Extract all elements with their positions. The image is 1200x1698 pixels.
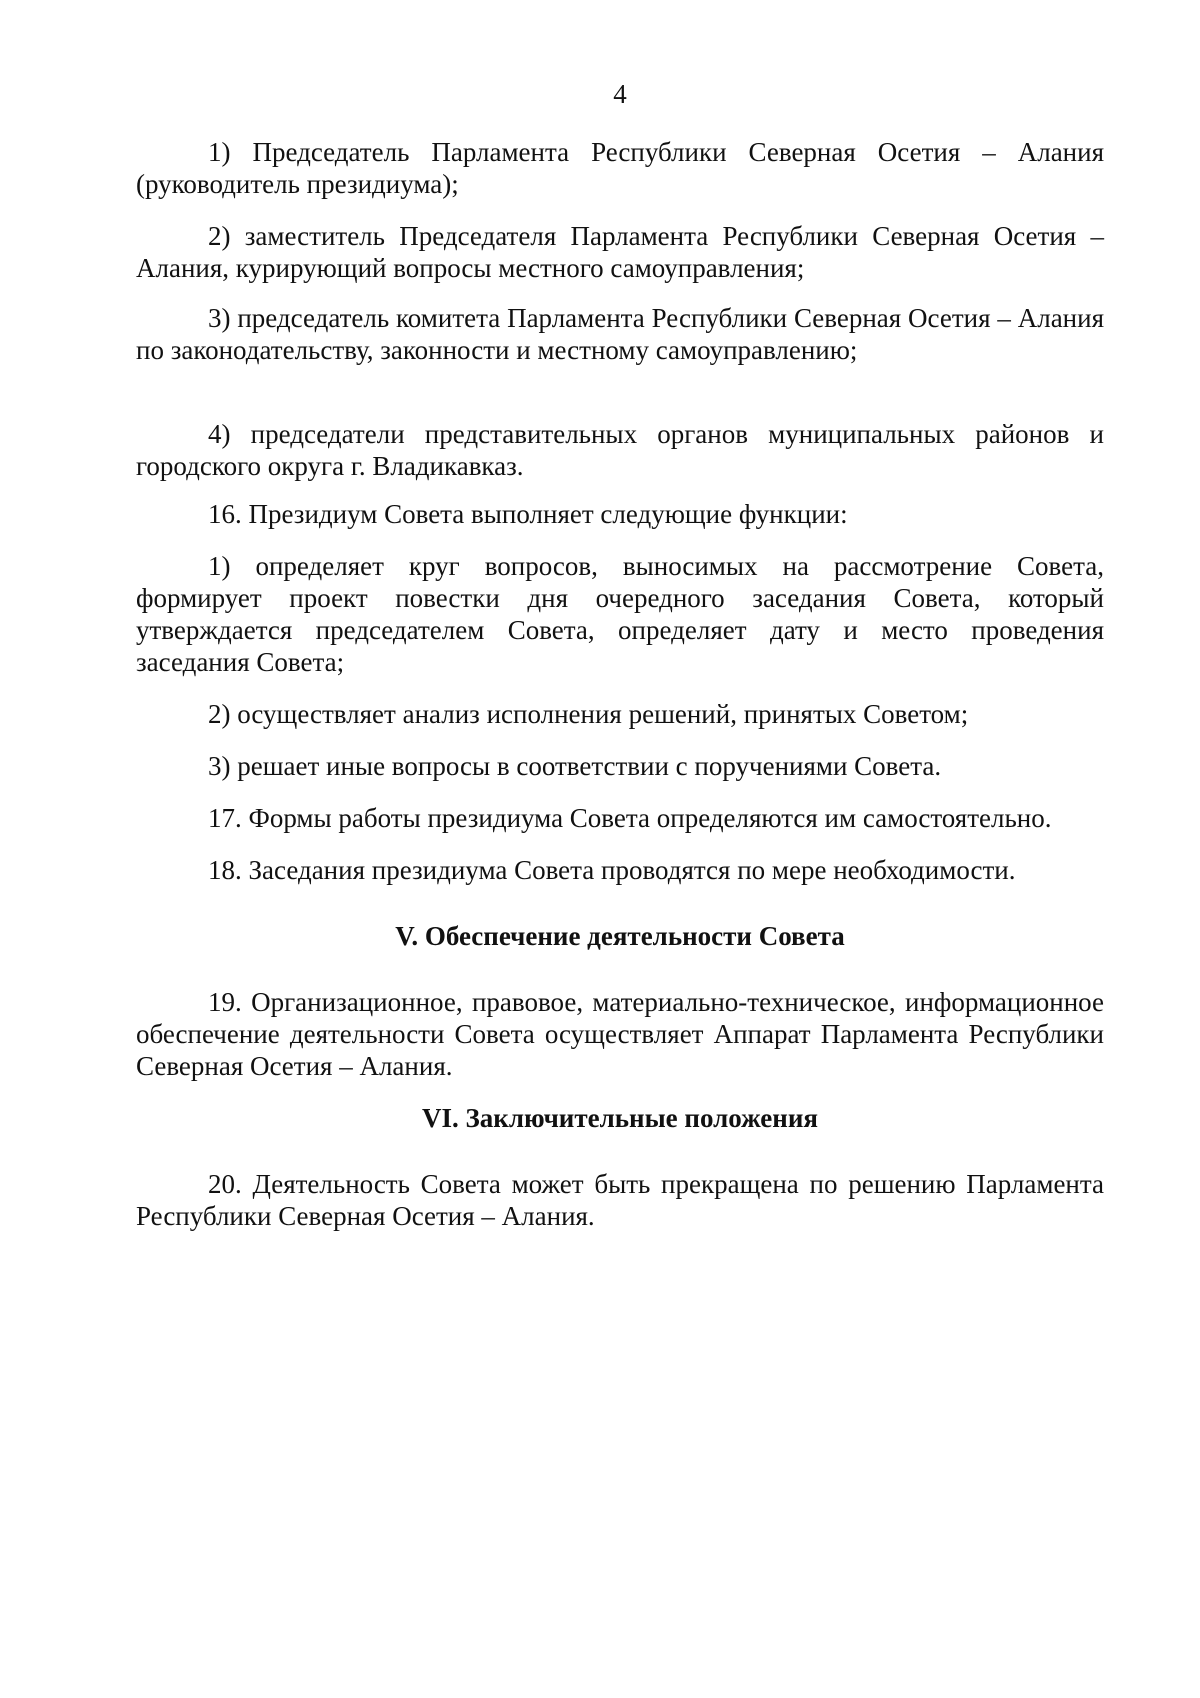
list-item-chairman <box>136 136 1104 200</box>
paragraph-text: 20. Деятельность Совета может быть прекращена по решению Парламента Республики Северная Осетия – Алания. <box>136 1169 1104 1231</box>
clause-16 <box>136 498 1104 530</box>
list-item-function-3 <box>136 750 1104 782</box>
paragraph-text: 16. Президиум Совета выполняет следующие функции: <box>208 499 848 529</box>
list-item-function-1 <box>136 550 1104 678</box>
list-item-committee-chairman <box>136 302 1104 366</box>
paragraph-text: 2) заместитель Председателя Парламента Республики Северная Осетия – Алания, курирующий вопросы местного самоуправления; <box>136 221 1104 283</box>
clause-18 <box>136 854 1104 886</box>
paragraph-text: 2) осуществляет анализ исполнения решений, принятых Советом; <box>208 699 969 729</box>
clause-19 <box>136 986 1104 1082</box>
paragraph-text: 3) председатель комитета Парламента Республики Северная Осетия – Алания по законодательству, законности и местному самоуправлению; <box>136 303 1104 365</box>
paragraph-text: 18. Заседания президиума Совета проводятся по мере необходимости. <box>208 855 1016 885</box>
section-heading-v: V. Обеспечение деятельности Совета <box>395 921 845 951</box>
paragraph-text: 1) Председатель Парламента Республики Северная Осетия – Алания (руководитель президиума); <box>136 137 1104 199</box>
paragraph-text: 3) решает иные вопросы в соответствии с поручениями Совета. <box>208 751 942 781</box>
paragraph-text: 4) председатели представительных органов муниципальных районов и городского округа г. Владикавказ. <box>136 419 1104 481</box>
paragraph-text: 1) определяет круг вопросов, выносимых на рассмотрение Совета, формирует проект повестки дня очередного заседания Совета, который утверждается председателем Совета, определяет дату и место проведения заседания Совета; <box>136 551 1104 677</box>
clause-17 <box>136 802 1104 834</box>
list-item-municipal-chairs <box>136 418 1104 482</box>
clause-20 <box>136 1168 1104 1232</box>
paragraph-text: 17. Формы работы президиума Совета определяются им самостоятельно. <box>208 803 1052 833</box>
page-number: 4 <box>613 79 627 109</box>
paragraph-text: 19. Организационное, правовое, материально-техническое, информационное обеспечение деятельности Совета осуществляет Аппарат Парламента Республики Северная Осетия – Алания. <box>136 987 1104 1081</box>
section-heading-vi: VI. Заключительные положения <box>422 1103 818 1133</box>
list-item-function-2 <box>136 698 1104 730</box>
list-item-deputy-chairman <box>136 220 1104 284</box>
